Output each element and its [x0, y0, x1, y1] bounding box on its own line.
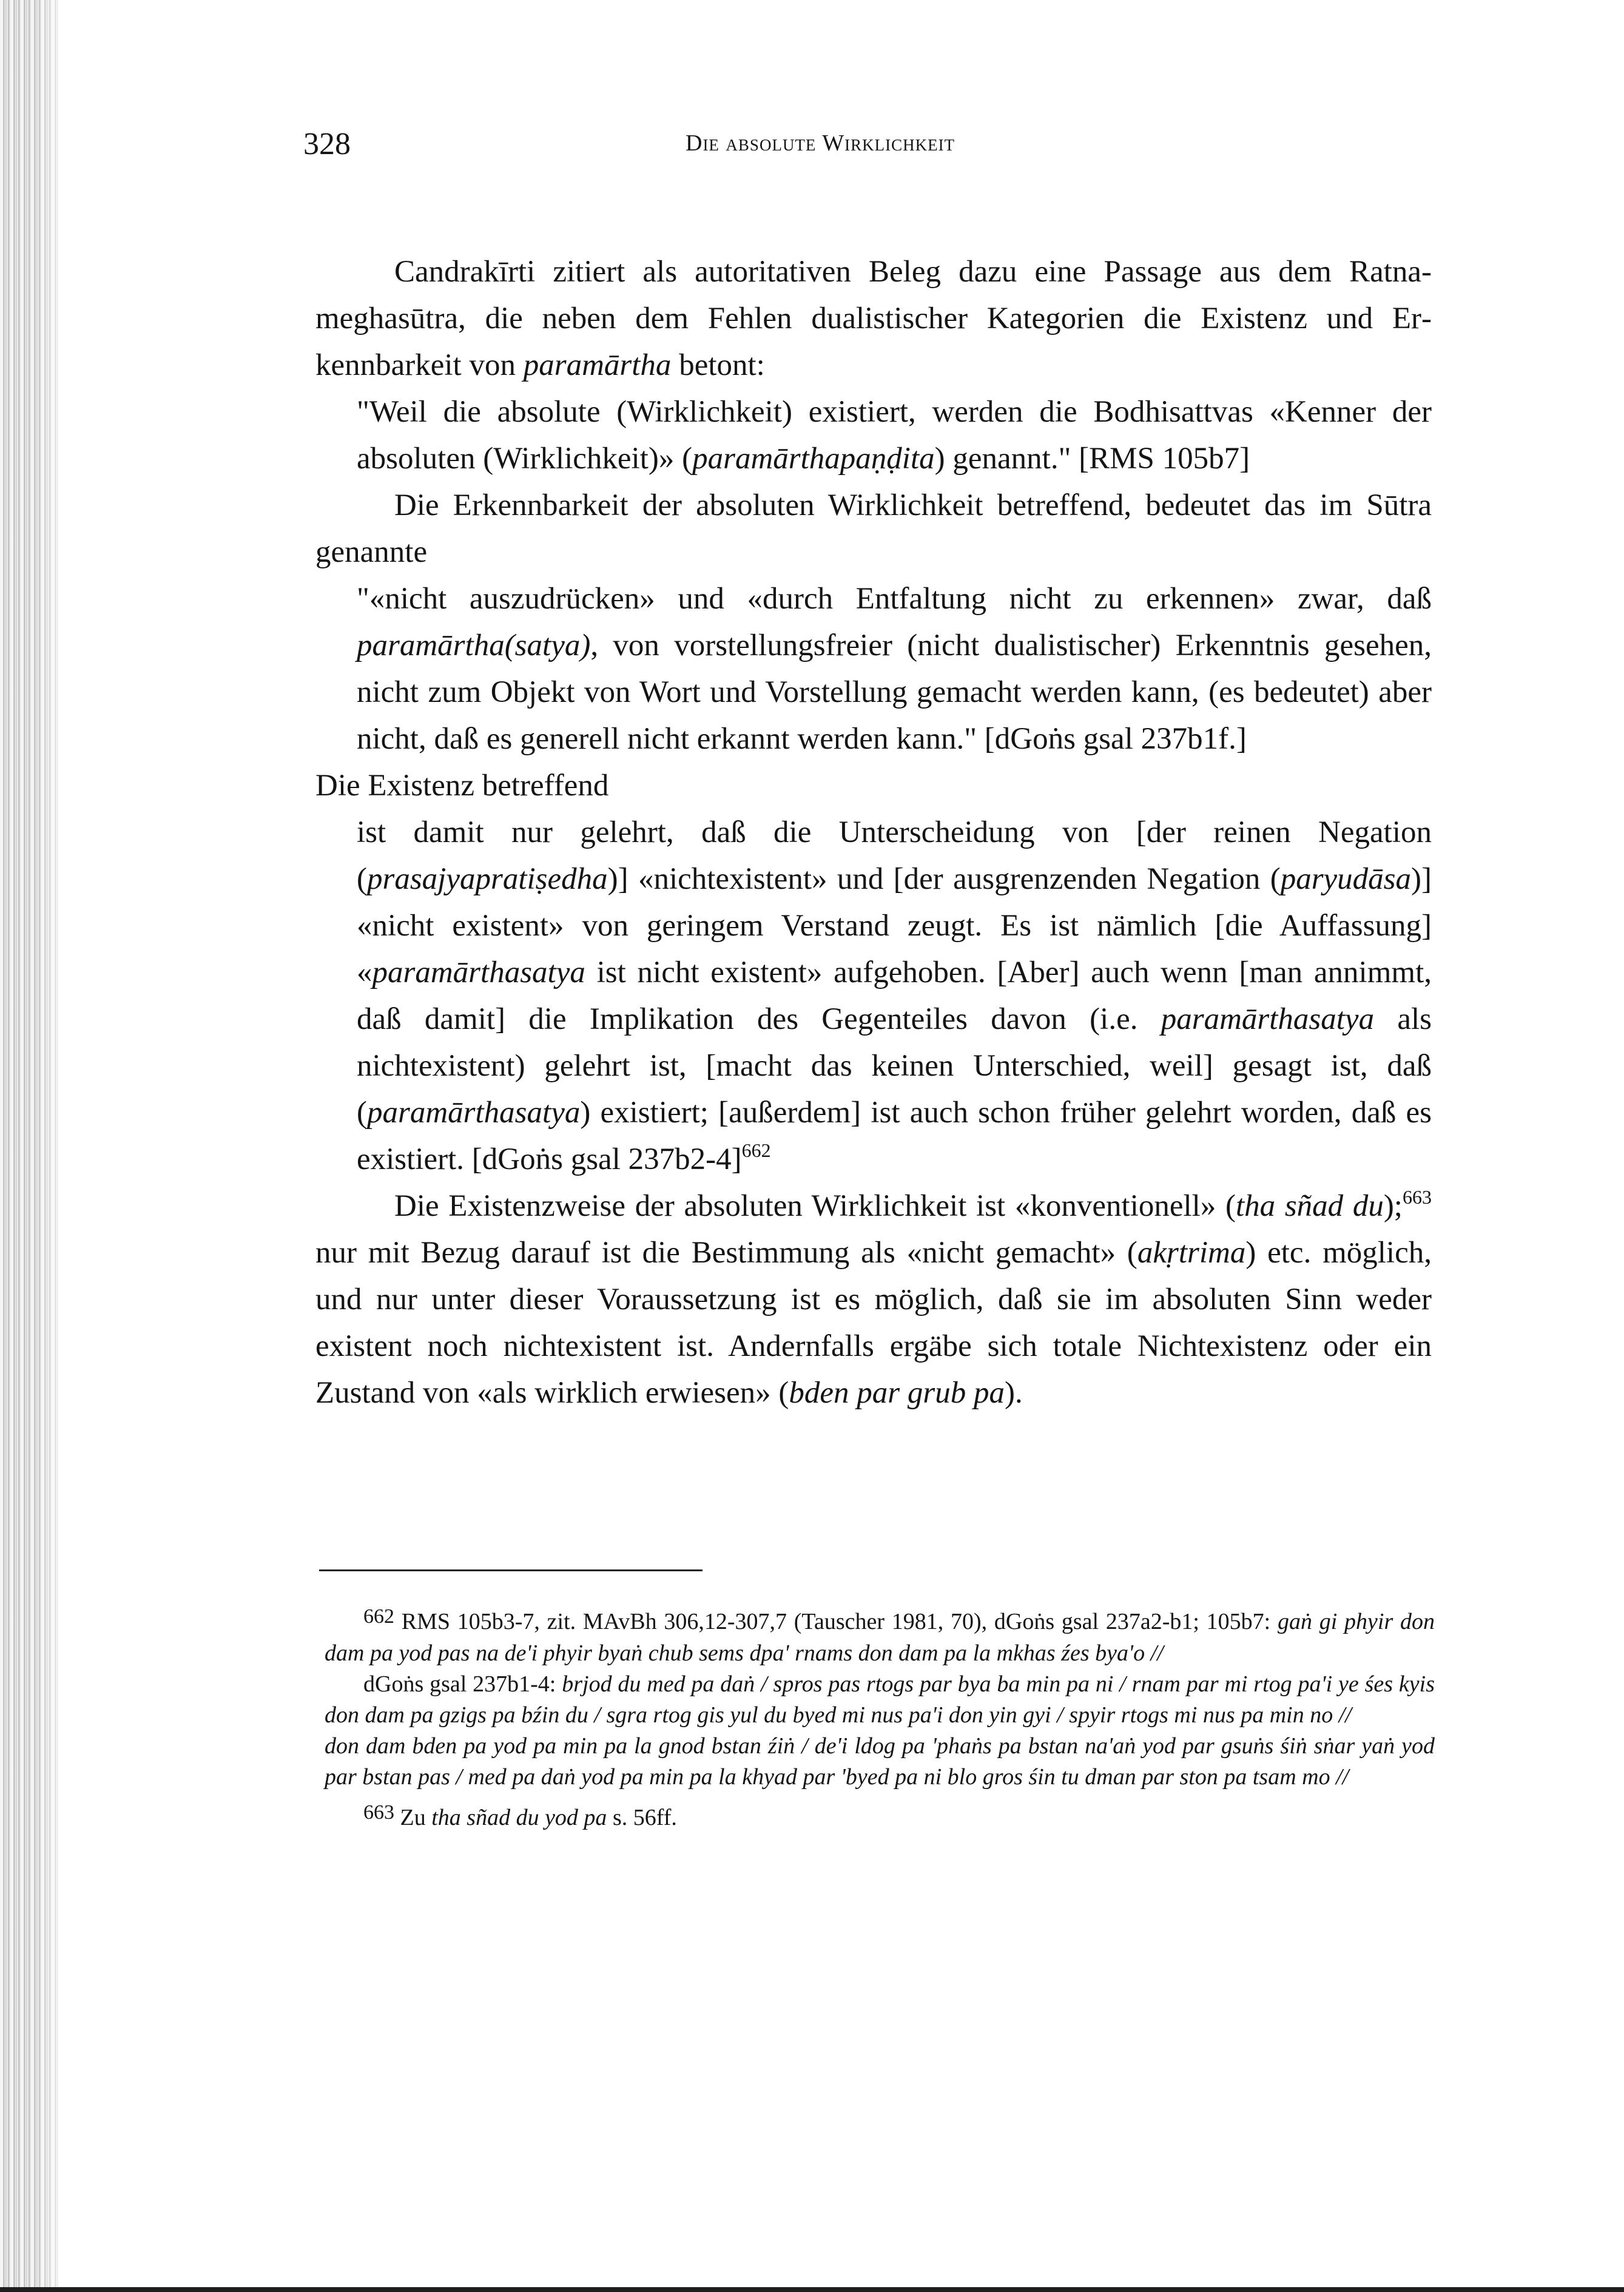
footnote-662-continuation: dGoṅs gsal 237b1-4: brjod du med pa daṅ / spros pas rtogs par bya ba min pa ni / rnam par mi rtog pa'i ye śes kyis don dam pa gzigs pa bźin du / sgra rtog gis yul du byed mi nus pa'i don yin gyi / spyir rtogs mi nus pa min no //	[325, 1671, 1435, 1728]
quotation-3: ist damit nur gelehrt, daß die Unterscheidung von [der reinen Negation (prasajyapratiṣedha)] «nichtexistent» und [der ausgrenzenden Negation (paryudāsa)] «nicht existent» von geringem Verstand zeugt. Es ist nämlich [die Auffassung] «paramārthasatya ist nicht existent» aufgehoben. [Aber] auch wenn [man annimmt, daß damit] die Implikation des Gegenteiles davon (i.e. paramārthasatya als nichtexistent) gelehrt ist, [macht das keinen Unterschied, weil] gesagt ist, daß (paramārthasatya) existiert; [außerdem] ist auch schon früher gelehrt worden, daß es existiert. [dGoṅs gsal 237b2-4]$^{662}$	[357, 815, 1432, 1176]
footnote-ref-662[interactable]: 662	[741, 1139, 771, 1161]
paragraph-4: Die Existenzweise der absoluten Wirklichkeit ist «konventionell» (tha sñad du);$^{663}$ nur mit Bezug darauf ist die Bestimmung als «nicht gemacht» (akṛtrima) etc. möglich, und nur unter dieser Voraussetzung ist es möglich, daß sie im absoluten Sinn weder existent noch nichtexistent ist. Andernfalls ergäbe sich totale Nichtexistenz oder ein Zustand von «als wirklich erwiesen» (bden par grub pa).	[315, 1186, 1432, 1410]
spine-shadow	[36, 0, 73, 2292]
paragraph-3: Die Existenz betreffend	[315, 769, 609, 803]
scan-bottom-edge	[0, 2287, 1624, 2292]
footnote-number: 663	[363, 1801, 394, 1824]
page-number: 328	[303, 127, 351, 161]
quotation-1: "Weil die absolute (Wirklichkeit) existiert, werden die Bodhisattvas «Kenner der absoluten (Wirklichkeit)» (paramārthapaṇḍita) genannt." [RMS 105b7]	[357, 395, 1432, 476]
footnote-663: 663 Zu tha sñad du yod pa s. 56ff.	[363, 1801, 677, 1830]
paragraph-1: Candrakīrti zitiert als autoritativen Beleg dazu eine Passage aus dem Ratnameghasūtra, die neben dem Fehlen dualistischer Kategorien die Existenz und Erkennbarkeit von paramārtha betont:	[315, 255, 1432, 382]
footnote-ref-663[interactable]: 663	[1402, 1186, 1432, 1208]
footnote-number: 662	[363, 1605, 394, 1628]
quotation-2: "«nicht auszudrücken» und «durch Entfaltung nicht zu erkennen» zwar, daß paramārtha(satya), von vorstellungsfreier (nicht dualistischer) Erkenntnis gesehen, nicht zum Objekt von Wort und Vorstellung gemacht werden kann, (es bedeutet) aber nicht, daß es generell nicht erkannt werden kann." [dGoṅs gsal 237b1f.]	[357, 582, 1432, 756]
paragraph-2: Die Erkennbarkeit der absoluten Wirklichkeit betreffend, bedeutet das im Sūtra genannte	[315, 488, 1432, 569]
footnote-662: 662 RMS 105b3-7, zit. MAvBh 306,12-307,7 (Tauscher 1981, 70), dGoṅs gsal 237a2-b1; 105b7: gaṅ gi phyir don dam pa yod pas na de'i phyir byaṅ chub sems dpa' rnams don dam pa la mkhas źes bya'o //	[325, 1605, 1435, 1666]
footnote-662-tibetan: don dam bden pa yod pa min pa la gnod bstan źiṅ / de'i ldog pa 'phaṅs pa bstan na'aṅ yod par gsuṅs śiṅ sṅar yaṅ yod par bstan pas / med pa daṅ yod pa min pa la khyad par 'byed pa ni blo gros śin tu dman par ston pa tsam mo //	[325, 1733, 1435, 1790]
footnote-separator	[319, 1569, 702, 1571]
footnotes	[325, 1606, 1435, 1834]
main-text	[315, 249, 1432, 1417]
running-title: Die absolute Wirklichkeit	[686, 130, 955, 156]
